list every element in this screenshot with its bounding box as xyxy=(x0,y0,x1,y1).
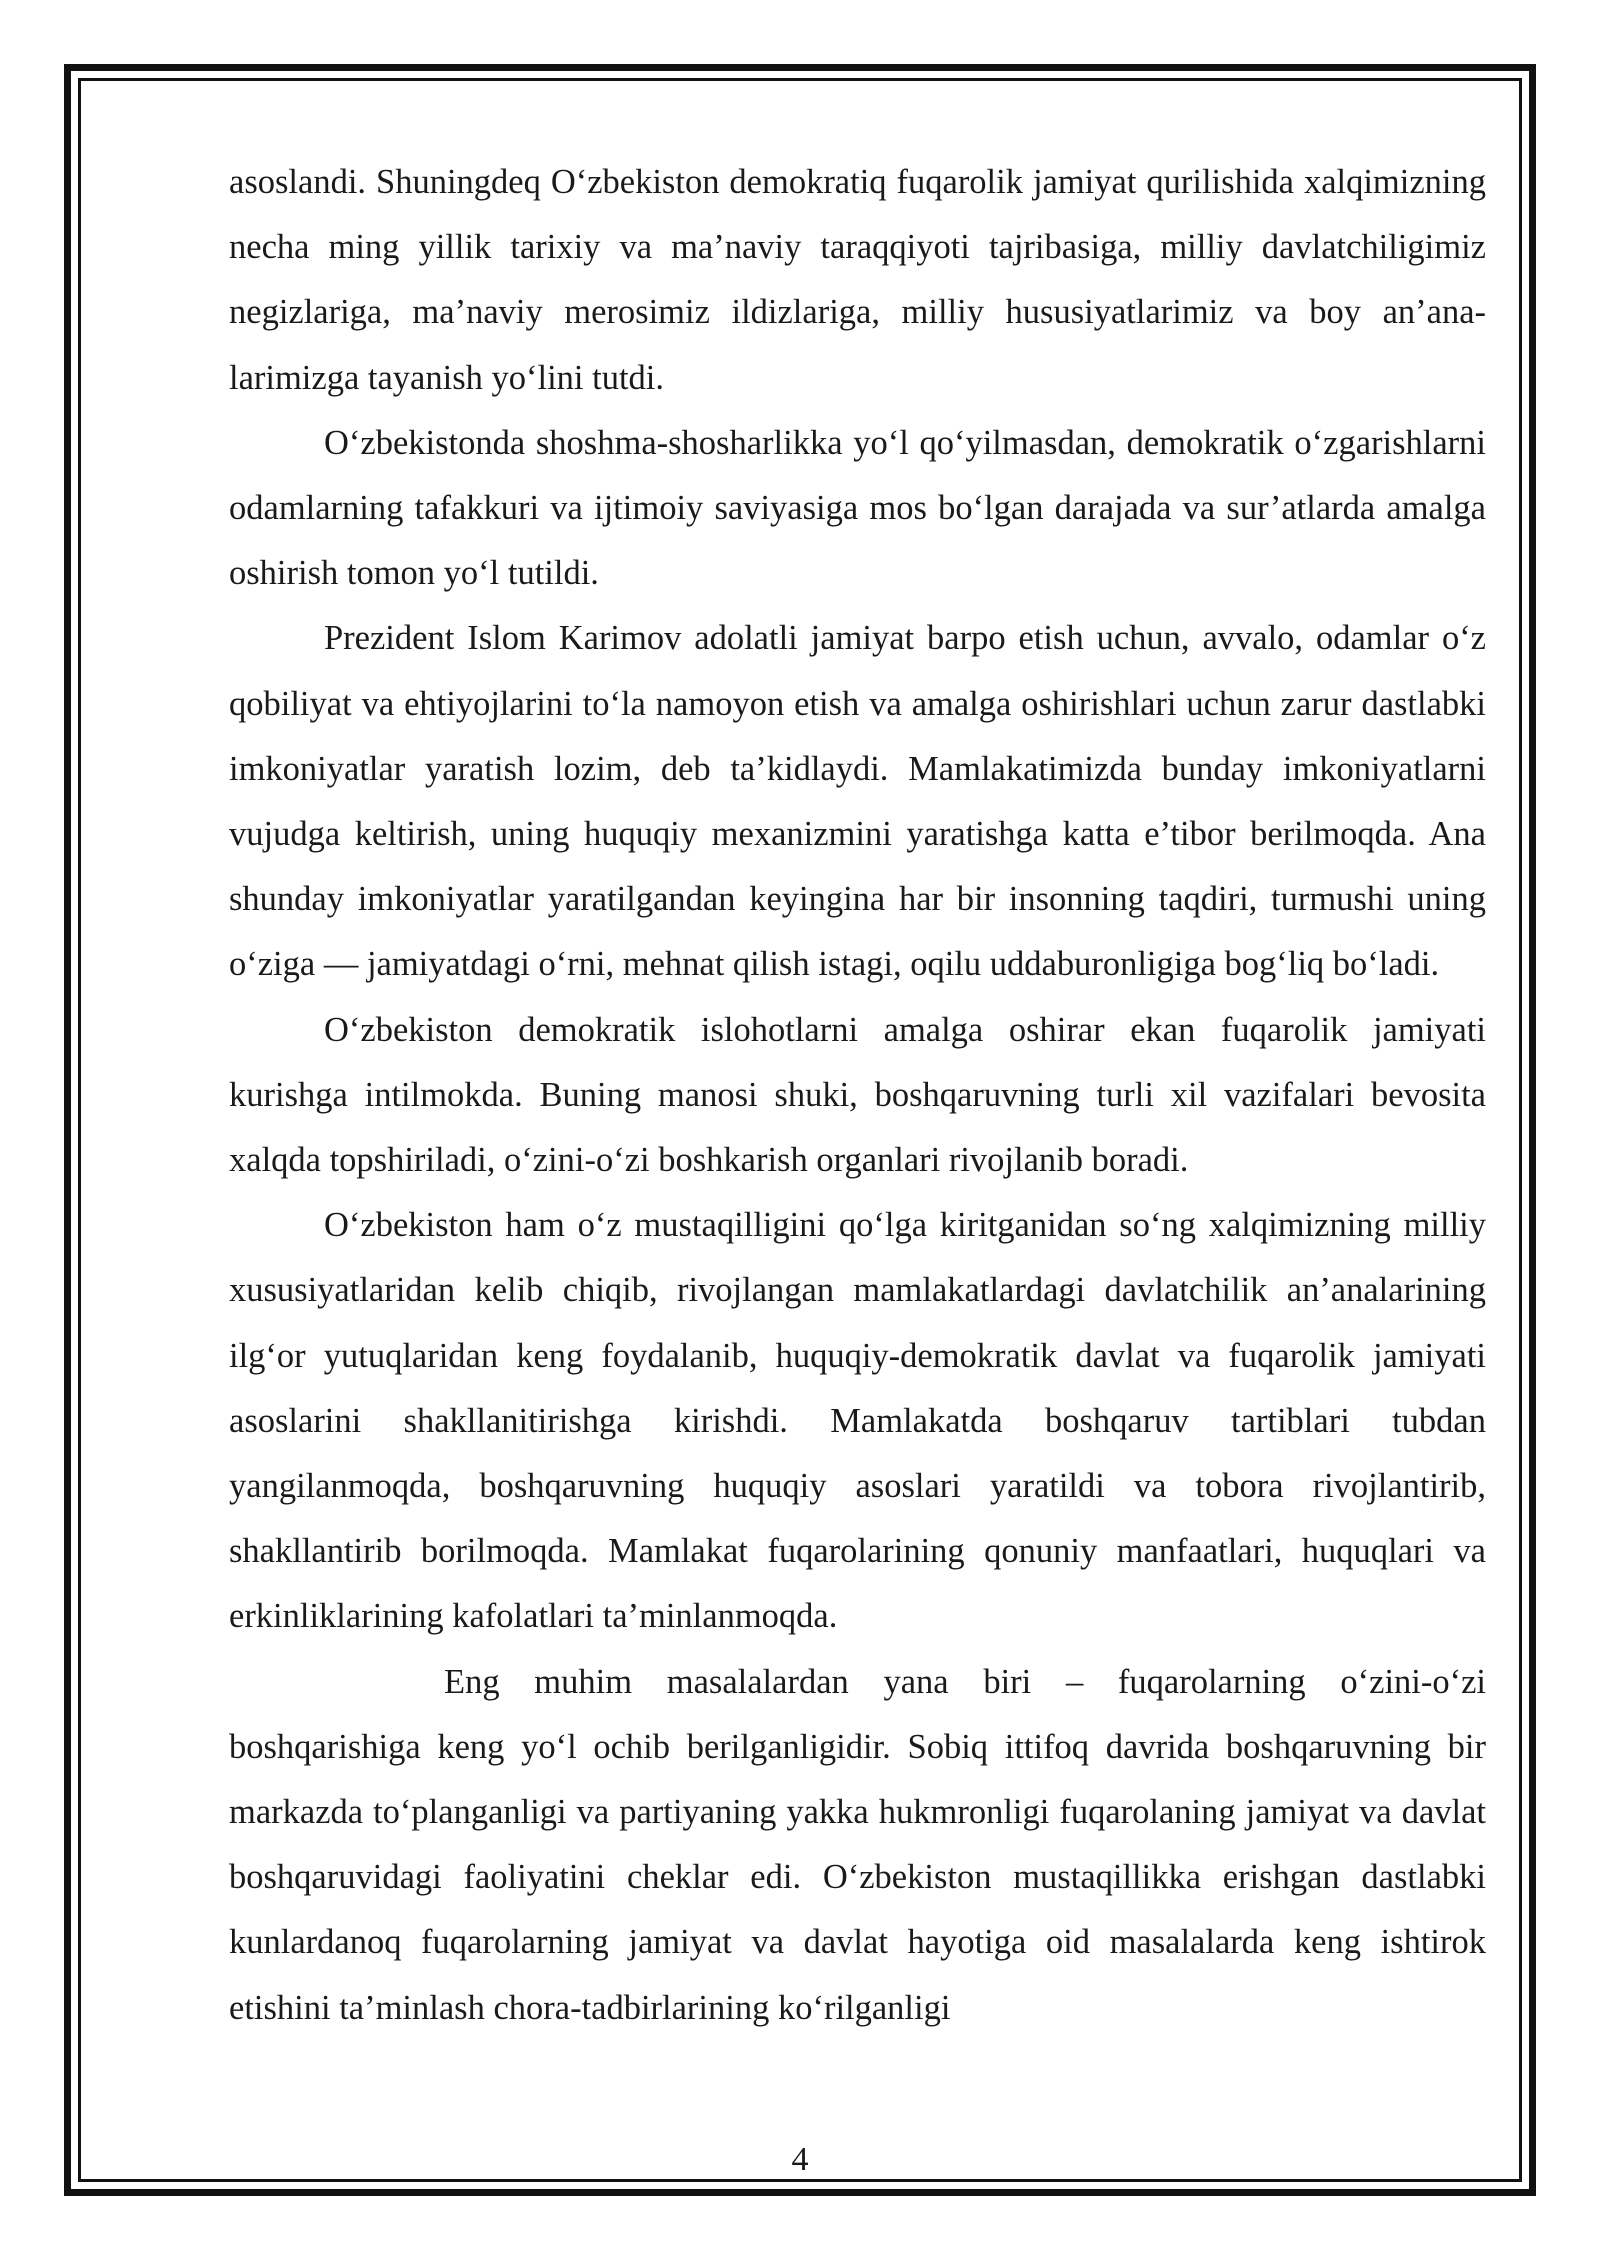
paragraph-3: Prezident Islom Karimov adolatli jamiyat barpo etish uchun, avvalo, odamlar o‘z qobiliyat va ehtiyojlarini to‘la namoyon etish va amalga oshirishlari uchun zarur dastlabki imkoniyatlar yaratish lozim, deb ta’kidlaydi. Mamlakatimizda bunday imkoniyatlarni vujudga keltirish, uning huquqiy mexanizmini yaratishga katta e’tibor berilmoqda. Ana shunday imkoniyatlar yaratilgandan keyingina har bir insonning taqdiri, turmushi uning o‘ziga — jamiyatdagi o‘rni, mehnat qilish istagi, oqilu uddaburonligiga bog‘liq bo‘ladi. xyxy=(229,619,1486,984)
paragraph-2: O‘zbekistonda shoshma-shosharlikka yo‘l qo‘yilmasdan, demokratik o‘zgarishlarni odamlarning tafakkuri va ijtimoiy saviyasiga mos bo‘lgan darajada va sur’atlarda amalga oshirish tomon yo‘l tutildi. xyxy=(229,423,1486,593)
page-number: 4 xyxy=(791,2141,809,2178)
paragraph-1: asoslandi. Shuningdeq O‘zbekiston demokratiq fuqarolik jamiyat qurilishida xalqimizning necha ming yillik tarixiy va ma’naviy taraqqiyoti tajribasiga, milliy davlatchiligimiz negizlariga, ma’naviy merosimiz ildizlariga, milliy hususiyatlarimiz va boy an’ana-larimizga tayanish yo‘lini tutdi. xyxy=(229,163,1486,397)
paragraph-4: O‘zbekiston demokratik islohotlarni amalga oshirar ekan fuqarolik jamiyati kurishga intilmokda. Buning manosi shuki, boshqaruvning turli xil vazifalari bevosita xalqda topshiriladi, o‘zini-o‘zi boshkarish organlari rivojlanib boradi. xyxy=(229,1010,1486,1180)
paragraph-5: O‘zbekiston ham o‘z mustaqilligini qo‘lga kiritganidan so‘ng xalqimizning milliy xususiyatlaridan kelib chiqib, rivojlangan mamlakatlardagi davlatchilik an’analarining ilg‘or yutuqlaridan keng foydalanib, huquqiy-demokratik davlat va fuqarolik jamiyati asoslarini shakllanitirishga kirishdi. Mamlakatda boshqaruv tartiblari tubdan yangilanmoqda, boshqaruvning huquqiy asoslari yaratildi va tobora rivojlantirib, shakllantirib borilmoqda. Mamlakat fuqarolarining qonuniy manfaatlari, huquqlari va erkinliklarining kafolatlari ta’minlanmoqda. xyxy=(229,1206,1486,1636)
paragraph-6: Eng muhim masalalardan yana biri – fuqarolarning o‘zini-o‘zi boshqarishiga keng yo‘l ochib berilganligidir. Sobiq ittifoq davrida boshqaruvning bir markazda to‘planganligi va partiyaning yakka hukmronligi fuqarolaning jamiyat va davlat boshqaruvidagi faoliyatini cheklar edi. O‘zbekiston mustaqillikka erishgan dastlabki kunlardanoq fuqarolarning jamiyat va davlat hayotiga oid masalalarda keng ishtirok etishini ta’minlash chora-tadbirlarining ko‘rilganligi xyxy=(229,1662,1486,2027)
document-body xyxy=(229,150,1486,2041)
